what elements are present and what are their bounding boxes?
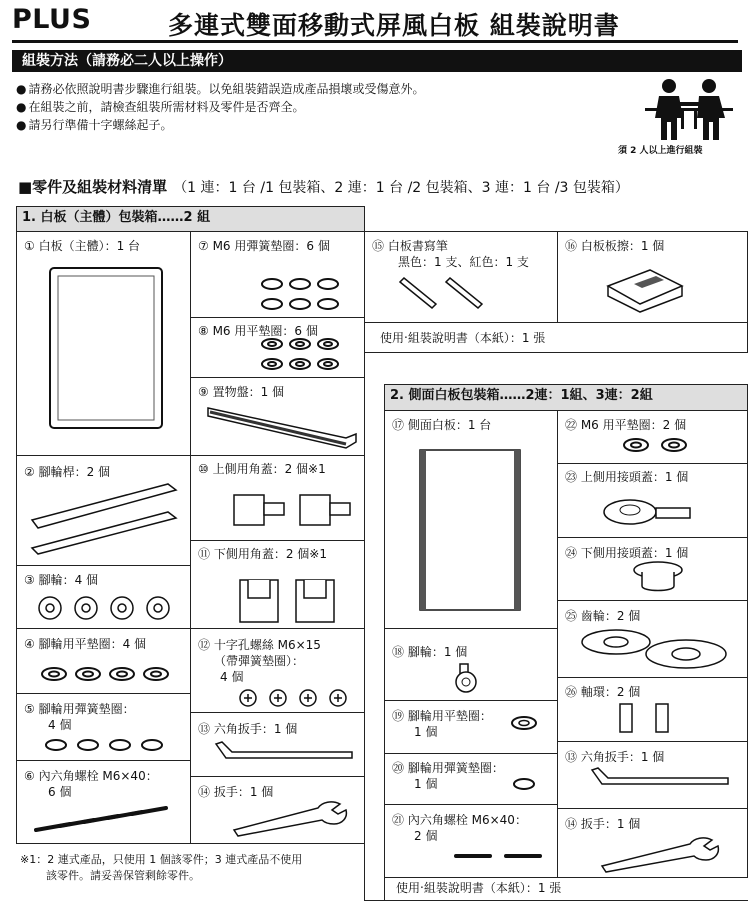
rule [384,753,557,754]
upper-corner-cap-icon [228,485,358,535]
rule [384,628,557,629]
part-12-label: ⑫ 十字孔螺絲 M6×15 [198,638,321,652]
rule [364,352,748,353]
part-18-label: ⑱ 腳輪：1 個 [392,645,468,659]
box1-manual: 使用‧組裝說明書（本紙）：1 張 [380,331,546,345]
part-25-label: ㉕ 齒輪：2 個 [565,609,641,623]
part-5-label: ⑤ 腳輪用彈簧墊圈： [24,702,135,716]
rule [557,537,747,538]
footnote-line-2: 該零件。請妥善保管剩餘零件。 [46,869,200,882]
parts-heading-text: ■零件及組裝材料清單 [18,178,168,196]
lower-joint-cap-icon [630,560,690,596]
hex-bolt-small-icon [452,846,548,866]
part-20-count: 1 個 [414,777,438,791]
part-13-label: ⑬ 六角扳手：1 個 [198,722,298,736]
rule [747,384,748,877]
method-heading: 組裝方法（請務必二人以上操作） [22,53,232,69]
part-15-detail: 黑色：1 支、紅色：1 支 [398,255,529,269]
part-2-label: ② 腳輪桿：2 個 [24,465,111,479]
header-rule [12,40,738,43]
caster-spring-washer-icon [510,776,540,792]
wrench-b-icon [596,836,726,870]
rule [557,677,747,678]
part-8-label: ⑧ M6 用平墊圈：6 個 [198,324,318,338]
part-10-label: ⑩ 上側用角蓋：2 個※1 [198,462,326,476]
part-13b-label: ⑬ 六角扳手：1 個 [565,750,665,764]
caster-wheel-icon [36,590,186,624]
rule [190,377,364,378]
part-22-label: ㉒ M6 用平墊圈：2 個 [565,418,687,432]
lower-corner-cap-icon [236,574,346,624]
rule [190,540,364,541]
rule [16,843,364,844]
rule [16,231,748,232]
caster-bar-icon [28,480,180,555]
flat-washer-m6-icon [260,336,350,376]
box1-header: 1. 白板（主體）包裝箱……2 組 [16,207,364,231]
rule [16,206,17,843]
part-24-label: ㉔ 下側用接頭蓋：1 個 [565,546,689,560]
rule [747,232,748,352]
phillips-screw-icon [228,688,358,708]
parts-list-heading [18,176,629,197]
rule [16,455,190,456]
rule [557,600,747,601]
part-14b-label: ⑭ 扳手：1 個 [565,817,641,831]
whiteboard-body-icon [48,266,168,434]
two-persons-icon [645,78,733,140]
box2-header: 2. 側面白板包裝箱……2連：1組、3連：2組 [384,385,748,410]
part-6-count: 6 個 [48,785,72,799]
brand-logo: PLUS [12,4,92,35]
rule [557,741,747,742]
rule [16,760,190,761]
rule [384,384,748,385]
part-17-label: ⑰ 側面白板：1 台 [392,418,492,432]
rule [384,700,557,701]
part-26-label: ㉖ 軸環：2 個 [565,685,641,699]
rule [384,804,557,805]
eraser-icon [604,266,686,314]
caster-single-icon [452,662,484,694]
method-notes [16,80,425,134]
note-item: ● 在組裝之前，請檢查組裝所需材料及零件是否齊全。 [16,98,425,116]
rule [364,900,748,901]
part-9-label: ⑨ 置物盤：1 個 [198,385,285,399]
rule [384,877,748,878]
rule [557,232,558,322]
part-4-label: ④ 腳輪用平墊圈：4 個 [24,637,147,651]
part-19-count: 1 個 [414,725,438,739]
part-21-label: ㉑ 內六角螺栓 M6×40： [392,813,527,827]
flat-washer-icon [40,664,180,684]
part-16-label: ⑯ 白板板擦：1 個 [565,239,665,253]
part-3-label: ③ 腳輪：4 個 [24,573,99,587]
note-item: ● 請另行準備十字螺絲起子。 [16,116,425,134]
spring-washer-icon [44,737,174,753]
rule [16,628,364,629]
gear-icon [576,624,742,672]
rule [364,322,748,323]
part-6-label: ⑥ 內六角螺栓 M6×40： [24,769,158,783]
spring-washer-m6-icon [260,276,350,316]
parts-heading-note: （1 連：1 台 /1 包裝箱、2 連：1 台 /2 包裝箱、3 連：1 台 /3 包裝箱） [173,180,629,196]
part-21-count: 2 個 [414,829,438,843]
rule [384,410,748,411]
part-1-label: ① 白板（主體）：1 台 [24,239,141,253]
part-11-label: ⑪ 下側用角蓋：2 個※1 [198,547,327,561]
part-12-count: 4 個 [220,670,244,684]
part-12-detail: （帶彈簧墊圈）： [214,654,305,668]
hex-wrench-b-icon [588,766,733,790]
part-23-label: ㉓ 上側用接頭蓋：1 個 [565,470,689,484]
part-19-label: ⑲ 腳輪用平墊圈： [392,709,492,723]
wrench-icon [228,800,352,834]
rule [384,384,385,900]
hex-wrench-icon [212,740,357,764]
part-15-label: ⑮ 白板書寫筆 [372,239,448,253]
box2-manual: 使用‧組裝說明書（本紙）：1 張 [396,881,562,895]
rule [364,206,365,900]
collar-icon [616,700,676,736]
marker-pen-icon [396,278,492,318]
side-whiteboard-icon [416,446,526,616]
upper-joint-cap-icon [600,494,696,532]
footnote-line-1: ※1：2 連式產品，只使用 1 個該零件；3 連式產品不使用 [20,853,303,866]
rule [190,455,364,456]
rule [16,693,190,694]
rule [557,463,747,464]
part-14-label: ⑭ 扳手：1 個 [198,785,274,799]
rule [557,808,747,809]
m6-flat-washer-icon [622,436,692,454]
method-heading-bar [12,50,742,72]
rule [190,712,364,713]
document-title: 多連式雙面移動式屏風白板 組裝說明書 [168,11,620,40]
tray-icon [206,404,358,450]
persons-caption: 須 2 人以上進行組裝 [618,146,703,156]
hex-bolt-icon [30,800,180,838]
caster-flat-washer-icon [510,714,540,732]
part-20-label: ⑳ 腳輪用彈簧墊圈： [392,761,504,775]
rule [16,565,190,566]
rule [16,206,364,207]
part-7-label: ⑦ M6 用彈簧墊圈：6 個 [198,239,330,253]
rule [190,232,191,843]
rule [190,317,364,318]
note-item: ● 請務必依照說明書步驟進行組裝。以免組裝錯誤造成產品損壞或受傷意外。 [16,80,425,98]
part-5-count: 4 個 [48,718,72,732]
rule [190,776,364,777]
